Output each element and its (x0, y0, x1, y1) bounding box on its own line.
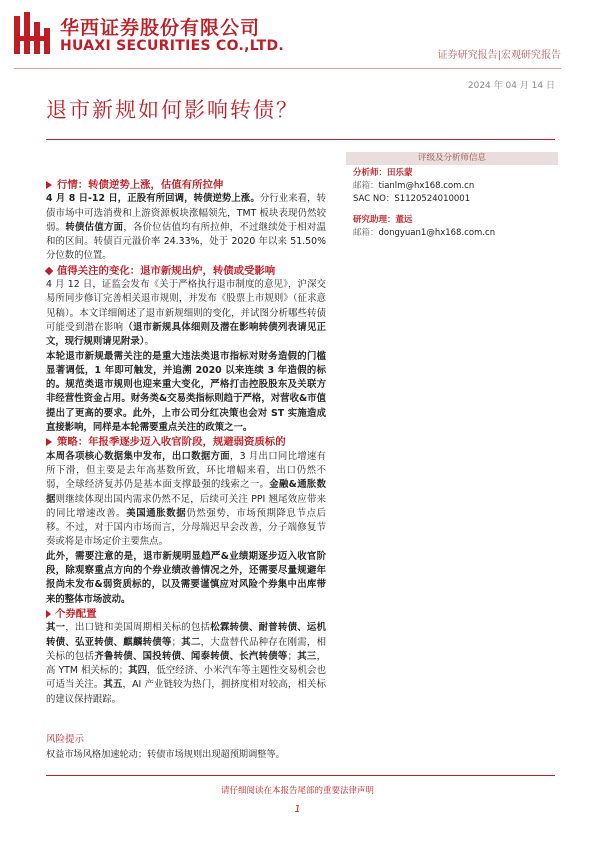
footer-divider (46, 775, 555, 776)
report-date: 2024 年 04 月 14 日 (467, 81, 555, 91)
section-heading-allocation: 个券配置 (46, 607, 326, 621)
huaxi-logo-icon (14, 12, 52, 54)
diamond-bullet-icon (45, 267, 53, 275)
section-heading-market: 行情：转债逆势上涨，估值有所拉伸 (46, 178, 326, 192)
report-type: 证券研究报告|宏观研究报告 (437, 50, 561, 61)
risk-text: 权益市场风格加速轮动；转债市场规则出现超预期调整等。 (46, 749, 285, 760)
analyst-email-link[interactable]: tianlm@hx168.com.cn (378, 181, 475, 191)
section-body-changes: 4 月 12 日，证监会发布《关于严格执行退市制度的意见》，沪深交易所同步修订完善相关退市规则，并发布《股票上市规则》（征求意见稿）。本文详细阐述了退市新规细则的变化，并试图分析哪些转债可能受到潜在影响（退市新规具体细则及潜在影响转债列表请见正文，现行规则请见附录）。 (46, 279, 326, 348)
section-body-strategy: 本周各项核心数据集中发布，出口数据方面，3 月出口同比增速有所下滑，但主要是去年高基数所致，环比增幅来看，出口仍然不弱，全球经济复苏仍是基本面支撑最强的线索之一。金融&通胀数据则继续体现出国内需求仍然不足，后续可关注 PPI 翘尾效应带来的同比增速改善。美国通胀数据仍然强势，市场预期降息节点后移。不过，对于国内市场而言，分母端迟早会改善，分子端修复节奏或将是市场定价主要焦点。 (46, 450, 326, 548)
sac-label: SAC NO： (353, 194, 395, 204)
section-body-strategy-emphasis: 此外，需要注意的是，退市新规明显趋严&业绩期逐步迈入收官阶段，除观察重点方向的个券业绩改善情况之外，还需要尽量规避年报尚未发布&弱资质标的，以及需要谨慎应对风险个券集中出库带来的整体市场波动。 (46, 550, 326, 605)
risk-heading: 风险提示 (46, 734, 85, 745)
section-body-allocation: 其一，出口链和美国周期相关标的包括松霖转债、耐普转债、运机转债、弘亚转债、麒麟转债等；其二，大盘替代品种存在刚需，相关标的包括齐鲁转债、国投转债、闻泰转债、长汽转债等；其三，高 YTM 相关标的；其四，低空经济、小米汽车等主题性交易机会也可适当关注。其五，AI 产业链较为热门，拥挤度相对较高，相关标的建议保持跟踪。 (46, 622, 326, 705)
report-title: 退市新规如何影响转债？ (46, 98, 299, 122)
section-heading-strategy: 策略：年报季逐步迈入收官阶段，规避弱资质标的 (46, 435, 326, 449)
sac-number: S1120524010001 (394, 194, 471, 204)
header-divider (14, 68, 561, 69)
section-body-market: 4 月 8 日-12 日，正股有所回调，转债逆势上涨。分行业来看，转债市场中可选消费和上游资源板块涨幅领先，TMT 板块表现仍然较弱。转债估值方面，各价位估值均有所拉伸，不过继续处于相对温和的区间。转债百元溢价率 24.33%，处于 2020 年以来 51.50%分位数的位置。 (46, 193, 326, 262)
analyst-info-heading: 评级及分析师信息 (346, 152, 558, 165)
assistant-block (353, 214, 558, 240)
analyst-label: 分析师： (353, 168, 388, 178)
email-label: 邮箱： (353, 181, 379, 191)
page-number: 1 (294, 804, 301, 815)
assistant-label: 研究助理： (353, 215, 396, 225)
email-label: 邮箱： (353, 228, 379, 238)
triangle-bullet-icon (46, 438, 52, 446)
section-body-changes-emphasis: 本轮退市新规最需关注的是重大违法类退市指标对财务造假的门槛显著调低，1 年即可触发，并追溯 2020 以来连续 3 年造假的标的。规范类退市规则也迎来重大变化，严格打击控股股东及关联方非经营性资金占用。财务类&交易类指标则趋于严格，对营收&市值提出了更高的要求。此外，上市公司分红决策也会对 ST 实施造成直接影响，同样是本轮需要重点关注的政策之一。 (46, 350, 326, 434)
section-heading-changes: 值得关注的变化：退市新规出炉，转债或受影响 (46, 264, 326, 278)
title-divider (46, 139, 555, 140)
assistant-name: 董远 (395, 215, 413, 225)
company-name-cn: 华西证券股份有限公司 (60, 17, 261, 39)
assistant-email-link[interactable]: dongyuan1@hx168.com.cn (378, 228, 496, 238)
triangle-bullet-icon (46, 610, 51, 618)
analyst-name: 田乐蒙 (387, 168, 413, 178)
company-name-en: HUAXI SECURITIES CO.,LTD. (60, 38, 285, 54)
triangle-bullet-icon (46, 181, 52, 189)
legal-disclaimer: 请仔细阅读在本报告尾部的重要法律声明 (220, 786, 374, 796)
analyst-block (353, 167, 558, 206)
main-column (46, 178, 326, 707)
